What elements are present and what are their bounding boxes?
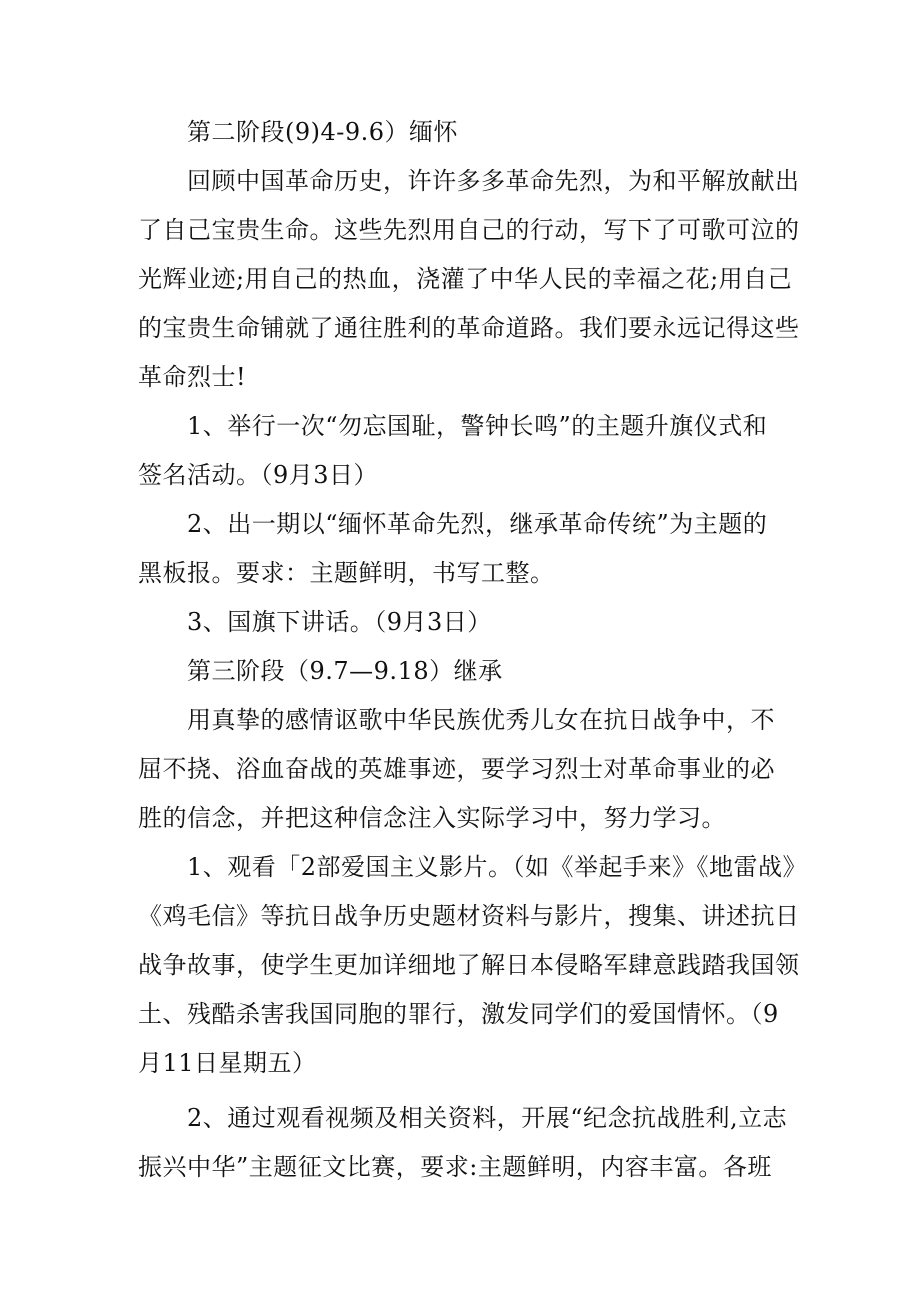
list-item-line: 签名活动。（9月3日） [138,461,379,489]
section-heading-stage-two: 第二阶段(9)4-9.6）缅怀 [187,118,459,146]
paragraph-line: 革命烈士! [138,363,247,391]
list-item-line: 3、国旗下讲话。（9月3日） [187,608,492,636]
list-item-line: 2、出一期以“缅怀革命先烈，继承革命传统”为主题的 [187,510,768,538]
paragraph-line: 用真挚的感情讴歌中华民族优秀儿女在抗日战争中，不 [187,706,775,734]
paragraph-line: 了自己宝贵生命。这些先烈用自己的行动，写下了可歌可泣的 [138,216,800,244]
list-item-line: 2、通过观看视频及相关资料，开展“纪念抗战胜利,立志 [187,1104,788,1132]
list-item-line: 土、残酷杀害我国同胞的罪行，激发同学们的爱国情怀。（9 [138,1000,779,1028]
list-item-line: 黑板报。要求：主题鲜明，书写工整。 [138,559,555,587]
paragraph-line: 的宝贵生命铺就了通往胜利的革命道路。我们要永远记得这些 [138,314,800,342]
list-item-line: 《鸡毛信》等抗日战争历史题材资料与影片，搜集、讲述抗日 [138,902,800,930]
paragraph-line: 屈不挠、浴血奋战的英雄事迹，要学习烈士对革命事业的必 [138,755,775,783]
list-item-line: 1、举行一次“勿忘国耻，警钟长鸣”的主题升旗仪式和 [187,412,768,440]
list-item-line: 月11日星期五） [138,1049,317,1077]
list-item-line: 1、观看「2部爱国主义影片。（如《举起手来》《地雷战》 [187,853,808,881]
section-heading-stage-three: 第三阶段（9.7—9.18）继承 [187,657,503,685]
paragraph-line: 回顾中国革命历史，许许多多革命先烈，为和平解放献出 [187,167,800,195]
paragraph-line: 光辉业迹;用自己的热血，浇灌了中华人民的幸福之花;用自己 [138,265,793,293]
list-item-line: 振兴中华”主题征文比赛，要求:主题鲜明，内容丰富。各班 [138,1153,772,1181]
list-item-line: 战争故事，使学生更加详细地了解日本侵略军肆意践踏我国领 [138,951,800,979]
paragraph-line: 胜的信念，并把这种信念注入实际学习中，努力学习。 [138,804,726,832]
